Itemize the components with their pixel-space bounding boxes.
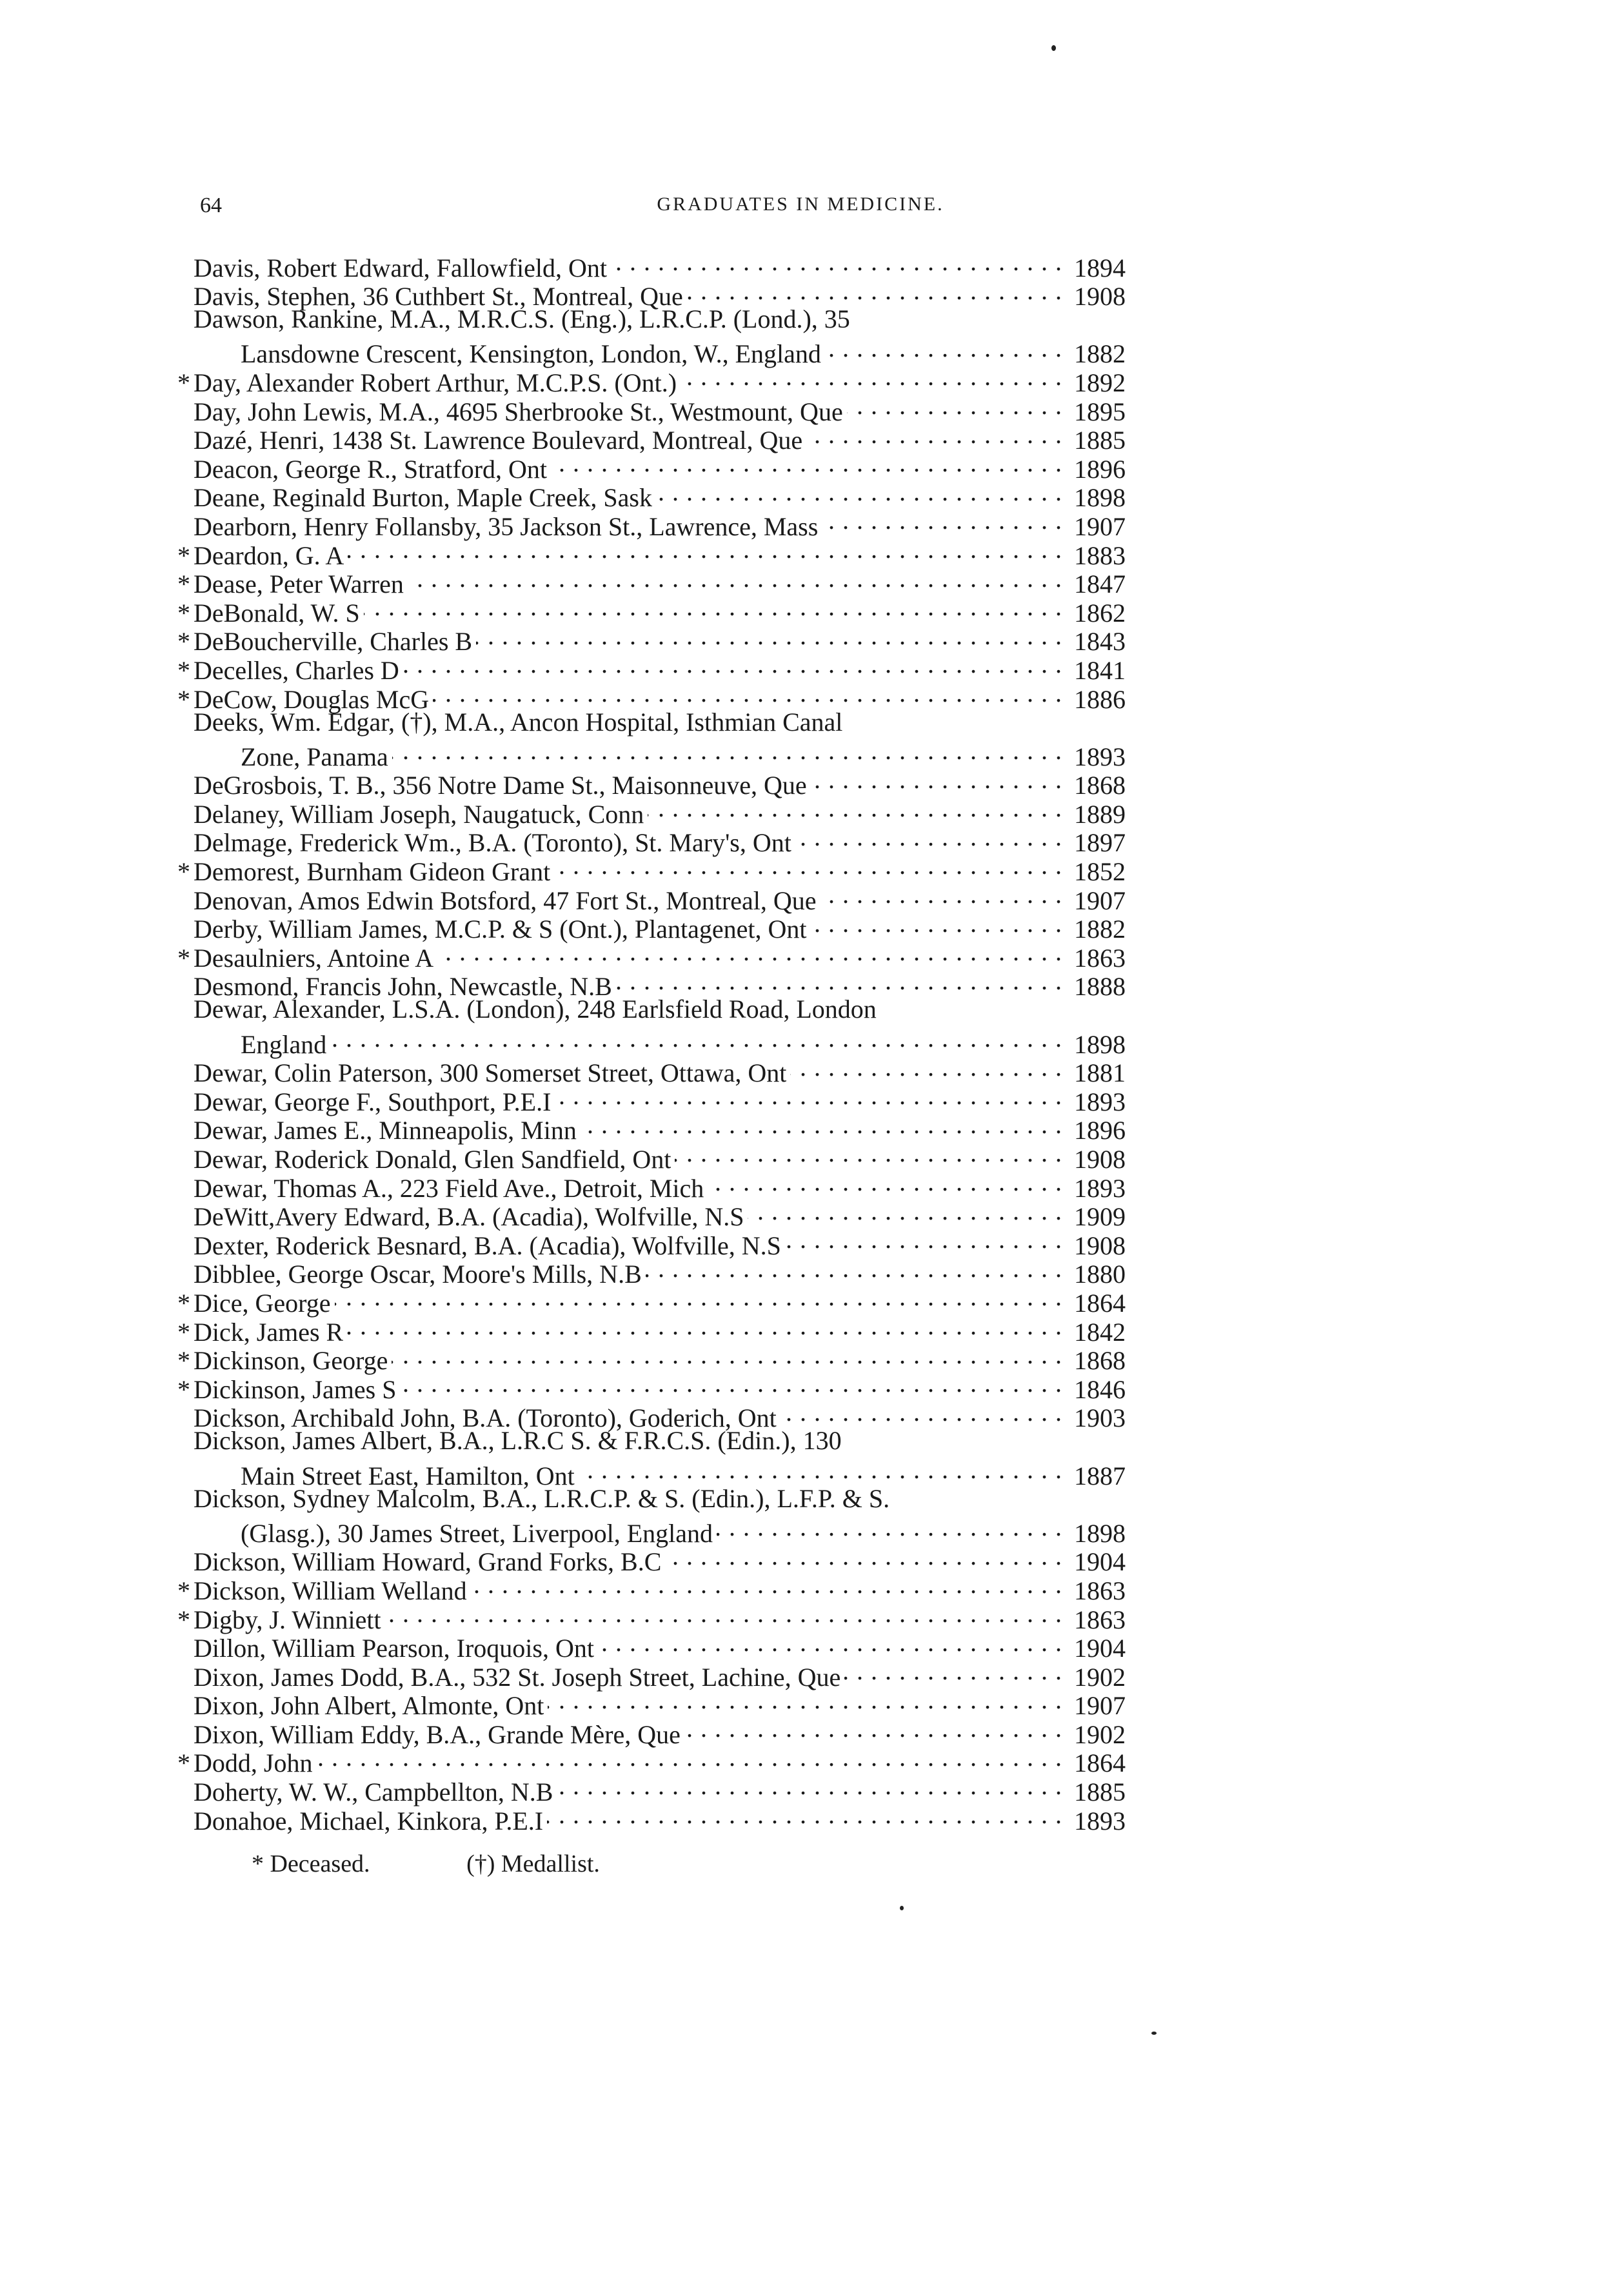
entry-line	[194, 334, 1126, 369]
entry-text: Davis, Robert Edward, Fallowfield, Ont	[194, 253, 607, 282]
dot-leader	[392, 1341, 1062, 1370]
entry-text: Dickson, Sydney Malcolm, B.A., L.R.C.P. & S. (Edin.), L.F.P. & S.	[194, 1484, 890, 1513]
entry-text: Dewar, Roderick Donald, Glen Sandfield, Ont	[194, 1145, 671, 1174]
entry-text: Dickson, James Albert, B.A., L.R.C S. & F.R.C.S. (Edin.), 130	[194, 1427, 842, 1456]
graduation-year: 1887	[1074, 1461, 1126, 1490]
dot-leader	[385, 1599, 1062, 1628]
graduation-year: 1881	[1074, 1058, 1126, 1088]
entry-line	[194, 880, 1126, 915]
graduation-year: 1893	[1074, 1806, 1126, 1836]
entry-line	[177, 1599, 1126, 1634]
entry-text: England	[241, 1030, 327, 1059]
graduation-year: 1888	[1074, 972, 1126, 1002]
graduation-year: 1903	[1074, 1403, 1126, 1433]
entry-line	[177, 1743, 1126, 1778]
graduation-year: 1863	[1074, 943, 1126, 973]
deceased-mark: *	[177, 1346, 190, 1376]
entry-line	[194, 449, 1126, 484]
entry-text: DeWitt,Avery Edward, B.A. (Acadia), Wolfville, N.S	[194, 1203, 744, 1232]
entry-line	[194, 1398, 1126, 1433]
dot-leader	[811, 909, 1062, 938]
entry-text: Davis, Stephen, 36 Cuthbert St., Montreal, Que	[194, 282, 683, 312]
dot-leader	[844, 1657, 1062, 1686]
entry-text: Digby, J. Winniett	[194, 1605, 381, 1634]
dot-leader	[687, 277, 1062, 306]
dot-leader	[708, 1168, 1062, 1197]
entry-text: Dick, James R	[194, 1318, 344, 1347]
graduation-year: 1847	[1074, 569, 1126, 599]
entry-text: Dickson, Archibald John, B.A. (Toronto), Goderich, Ont	[194, 1404, 777, 1433]
entry-line	[194, 391, 1126, 426]
entry-line	[194, 1254, 1126, 1289]
entry-text: Desaulniers, Antoine A	[194, 944, 434, 973]
entry-text: Delaney, William Joseph, Naugatuck, Conn	[194, 800, 644, 829]
dot-leader	[400, 1369, 1062, 1398]
graduation-year: 1902	[1074, 1662, 1126, 1692]
scan-speck	[900, 1906, 904, 1910]
entry-line	[177, 535, 1126, 570]
entry-line	[194, 737, 1126, 771]
graduation-year: 1882	[1074, 339, 1126, 369]
dot-leader	[748, 1197, 1062, 1226]
entry-line	[194, 478, 1126, 513]
entry-text: Day, John Lewis, M.A., 4695 Sherbrooke St., Westmount, Que	[194, 397, 843, 426]
graduation-year: 1883	[1074, 540, 1126, 570]
dot-leader	[717, 1513, 1062, 1542]
graduation-year: 1863	[1074, 1605, 1126, 1634]
graduation-year: 1896	[1074, 454, 1126, 484]
entry-line	[194, 708, 1126, 737]
dot-leader	[316, 1743, 1062, 1772]
entry-line	[194, 1456, 1126, 1490]
entry-text: Dickinson, George	[194, 1347, 388, 1376]
graduation-year: 1862	[1074, 598, 1126, 628]
deceased-mark: *	[177, 1605, 190, 1634]
graduation-year: 1907	[1074, 1691, 1126, 1721]
dot-leader	[785, 1225, 1062, 1254]
entry-line	[194, 1024, 1126, 1059]
entry-line	[177, 650, 1126, 685]
entry-line	[194, 1111, 1126, 1145]
entry-text: Zone, Panama	[241, 742, 388, 771]
graduation-year: 1864	[1074, 1288, 1126, 1318]
graduation-year: 1880	[1074, 1260, 1126, 1289]
entry-text: Dixon, William Eddy, B.A., Grande Mère, Que	[194, 1720, 681, 1749]
entry-line	[194, 1542, 1126, 1577]
entry-text: Dixon, John Albert, Almonte, Ont	[194, 1692, 544, 1721]
page-number: 64	[200, 193, 222, 217]
graduation-year: 1893	[1074, 1173, 1126, 1203]
entry-line	[194, 1772, 1126, 1807]
entry-text: Deane, Reginald Burton, Maple Creek, Sask	[194, 484, 652, 513]
graduation-year: 1902	[1074, 1719, 1126, 1749]
graduation-year: 1852	[1074, 857, 1126, 887]
dot-leader	[408, 564, 1062, 593]
entry-line	[177, 1570, 1126, 1605]
graduation-year: 1907	[1074, 886, 1126, 915]
entry-text: Day, Alexander Robert Arthur, M.C.P.S. (Ont.)	[194, 368, 677, 397]
dot-leader	[611, 248, 1062, 277]
entry-line	[194, 1714, 1126, 1749]
deceased-mark: *	[177, 943, 190, 973]
dot-leader	[437, 938, 1062, 967]
graduation-year: 1892	[1074, 368, 1126, 397]
entry-line	[194, 1513, 1126, 1548]
dot-leader	[555, 1082, 1062, 1111]
graduation-year: 1904	[1074, 1547, 1126, 1577]
deceased-mark: *	[177, 569, 190, 599]
graduate-list	[177, 248, 1126, 1836]
dot-leader	[822, 506, 1062, 535]
graduation-year: 1898	[1074, 1518, 1126, 1548]
scan-speck	[1051, 45, 1056, 51]
graduation-year: 1882	[1074, 915, 1126, 944]
dot-leader	[433, 679, 1062, 708]
dot-leader	[551, 449, 1062, 478]
footnote-deceased: * Deceased.	[252, 1850, 370, 1877]
graduation-year: 1841	[1074, 655, 1126, 685]
entry-text: Dewar, Alexander, L.S.A. (London), 248 Earlsfield Road, London	[194, 995, 877, 1024]
entry-line	[194, 995, 1126, 1024]
dot-leader	[675, 1139, 1062, 1168]
dot-leader	[403, 650, 1062, 679]
dot-leader	[347, 1312, 1062, 1341]
dot-leader	[665, 1542, 1062, 1571]
deceased-mark: *	[177, 1576, 190, 1605]
deceased-mark: *	[177, 1317, 190, 1347]
entry-text: Dearborn, Henry Follansby, 35 Jackson St., Lawrence, Mass	[194, 512, 819, 541]
dot-leader	[471, 1570, 1062, 1599]
entry-line	[177, 851, 1126, 887]
entry-line	[194, 277, 1126, 312]
dot-leader	[646, 1254, 1062, 1283]
entry-text: Lansdowne Crescent, Kensington, London, W., England	[241, 340, 821, 369]
entry-text: Dawson, Rankine, M.A., M.R.C.S. (Eng.), L.R.C.P. (Lond.), 35	[194, 305, 850, 334]
entry-text: Dewar, James E., Minneapolis, Minn	[194, 1116, 577, 1145]
dot-leader	[806, 421, 1062, 450]
entry-line	[177, 564, 1126, 599]
graduation-year: 1894	[1074, 253, 1126, 282]
entry-line	[194, 967, 1126, 1002]
graduation-year: 1843	[1074, 627, 1126, 657]
entry-line	[194, 823, 1126, 858]
graduation-year: 1868	[1074, 1346, 1126, 1376]
dot-leader	[847, 391, 1062, 421]
dot-leader	[684, 1714, 1062, 1743]
deceased-mark: *	[177, 627, 190, 657]
entry-text: Dibblee, George Oscar, Moore's Mills, N.B	[194, 1260, 642, 1289]
dot-leader	[656, 478, 1062, 507]
entry-text: Dewar, Colin Paterson, 300 Somerset Street, Ottawa, Ont	[194, 1059, 787, 1088]
graduation-year: 1908	[1074, 1231, 1126, 1260]
entry-text: Dixon, James Dodd, B.A., 532 St. Joseph Street, Lachine, Que	[194, 1663, 841, 1692]
dot-leader	[579, 1456, 1062, 1485]
running-head: GRADUATES IN MEDICINE.	[657, 193, 944, 215]
dot-leader	[781, 1398, 1062, 1427]
deceased-mark: *	[177, 1288, 190, 1318]
dot-leader	[581, 1111, 1062, 1140]
entry-line	[194, 1053, 1126, 1088]
entry-text: Dazé, Henri, 1438 St. Lawrence Boulevard, Montreal, Que	[194, 426, 803, 455]
dot-leader	[364, 593, 1062, 622]
entry-text: Dillon, William Pearson, Iroquois, Ont	[194, 1634, 594, 1663]
graduation-year: 1908	[1074, 282, 1126, 312]
entry-text: DeGrosbois, T. B., 356 Notre Dame St., Maisonneuve, Que	[194, 771, 807, 800]
entry-line	[177, 1341, 1126, 1376]
deceased-mark: *	[177, 540, 190, 570]
dot-leader	[790, 1053, 1062, 1082]
dot-leader	[681, 362, 1062, 391]
graduation-year: 1904	[1074, 1634, 1126, 1663]
graduation-year: 1846	[1074, 1374, 1126, 1404]
entry-text: Dewar, Thomas A., 223 Field Ave., Detroit, Mich	[194, 1174, 704, 1203]
graduation-year: 1909	[1074, 1202, 1126, 1232]
graduation-year: 1896	[1074, 1116, 1126, 1145]
entry-line	[177, 362, 1126, 397]
entry-line	[194, 506, 1126, 541]
entry-line	[177, 679, 1126, 714]
entry-line	[194, 1657, 1126, 1692]
entry-line	[194, 1082, 1126, 1116]
dot-leader	[330, 1024, 1062, 1053]
dot-leader	[335, 1283, 1063, 1312]
entry-text: Delmage, Frederick Wm., B.A. (Toronto), St. Mary's, Ont	[194, 829, 791, 858]
graduation-year: 1907	[1074, 511, 1126, 541]
deceased-mark: *	[177, 1748, 190, 1778]
dot-leader	[348, 535, 1062, 564]
entry-line	[194, 1485, 1126, 1514]
entry-text: Decelles, Charles D	[194, 656, 399, 685]
graduation-year: 1893	[1074, 1087, 1126, 1116]
entry-line	[194, 1628, 1126, 1663]
entry-line	[194, 909, 1126, 944]
entry-line	[177, 622, 1126, 657]
graduation-year: 1889	[1074, 799, 1126, 829]
graduation-year: 1898	[1074, 1029, 1126, 1059]
entry-text: Dickson, William Welland	[194, 1576, 467, 1605]
graduation-year: 1908	[1074, 1145, 1126, 1174]
entry-text: Dexter, Roderick Besnard, B.A. (Acadia), Wolfville, N.S	[194, 1231, 781, 1260]
deceased-mark: *	[177, 1374, 190, 1404]
entry-text: Dickson, William Howard, Grand Forks, B.C	[194, 1548, 662, 1577]
entry-text: Deardon, G. A	[194, 541, 344, 570]
dot-leader	[557, 1772, 1062, 1801]
footnote-legend	[252, 1850, 600, 1878]
entry-line	[177, 938, 1126, 973]
dot-leader	[648, 794, 1062, 823]
deceased-mark: *	[177, 684, 190, 714]
graduation-year: 1864	[1074, 1748, 1126, 1778]
entry-line	[194, 1139, 1126, 1174]
entry-text: Derby, William James, M.C.P. & S (Ont.), Plantagenet, Ont	[194, 915, 807, 944]
entry-line	[194, 1168, 1126, 1203]
entry-text: Deeks, Wm. Edgar, (†), M.A., Ancon Hospital, Isthmian Canal	[194, 708, 843, 737]
entry-line	[194, 1686, 1126, 1721]
entry-line	[177, 593, 1126, 628]
dot-leader	[554, 851, 1062, 880]
dot-leader	[476, 622, 1062, 651]
entry-text: Deacon, George R., Stratford, Ont	[194, 455, 548, 484]
entry-text: DeBoucherville, Charles B	[194, 628, 473, 657]
dot-leader	[548, 1686, 1062, 1715]
entry-line	[194, 1197, 1126, 1232]
graduation-year: 1885	[1074, 1777, 1126, 1807]
graduation-year: 1898	[1074, 483, 1126, 513]
dot-leader	[598, 1628, 1062, 1658]
entry-line	[177, 1283, 1126, 1318]
entry-text: (Glasg.), 30 James Street, Liverpool, England	[241, 1519, 713, 1548]
graduation-year: 1886	[1074, 684, 1126, 714]
entry-text: DeBonald, W. S	[194, 599, 360, 628]
entry-line	[177, 1369, 1126, 1404]
entry-text: Dice, George	[194, 1289, 331, 1318]
scan-speck	[1151, 2032, 1157, 2035]
entry-line	[194, 1801, 1126, 1836]
graduation-year: 1895	[1074, 397, 1126, 426]
dot-leader	[547, 1801, 1062, 1830]
dot-leader	[820, 880, 1063, 909]
deceased-mark: *	[177, 598, 190, 628]
entry-line	[194, 305, 1126, 334]
dot-leader	[616, 967, 1062, 996]
deceased-mark: *	[177, 368, 190, 397]
graduation-year: 1897	[1074, 828, 1126, 858]
dot-leader	[811, 766, 1062, 795]
entry-line	[194, 794, 1126, 829]
entry-line	[194, 248, 1126, 282]
entry-text: Doherty, W. W., Campbellton, N.B	[194, 1778, 553, 1807]
deceased-mark: *	[177, 655, 190, 685]
dot-leader	[795, 823, 1062, 852]
graduation-year: 1842	[1074, 1317, 1126, 1347]
entry-line	[194, 1427, 1126, 1456]
entry-text: Desmond, Francis John, Newcastle, N.B	[194, 973, 612, 1002]
entry-text: DeCow, Douglas McG	[194, 685, 430, 714]
dot-leader	[392, 737, 1062, 766]
deceased-mark: *	[177, 857, 190, 887]
entry-text: Donahoe, Michael, Kinkora, P.E.I	[194, 1806, 544, 1836]
graduation-year: 1893	[1074, 742, 1126, 771]
entry-line	[177, 1312, 1126, 1347]
entry-text: Main Street East, Hamilton, Ont	[241, 1461, 575, 1490]
entry-line	[194, 766, 1126, 800]
entry-text: Dease, Peter Warren	[194, 570, 404, 599]
entry-text: Demorest, Burnham Gideon Grant	[194, 858, 551, 887]
dot-leader	[825, 334, 1062, 363]
entry-line	[194, 421, 1126, 455]
footnote-medallist: (†) Medallist.	[466, 1850, 600, 1877]
entry-line	[194, 1225, 1126, 1260]
graduation-year: 1885	[1074, 426, 1126, 455]
entry-text: Denovan, Amos Edwin Botsford, 47 Fort St., Montreal, Que	[194, 886, 817, 915]
graduation-year: 1863	[1074, 1576, 1126, 1605]
entry-text: Dewar, George F., Southport, P.E.I	[194, 1087, 552, 1116]
entry-text: Dodd, John	[194, 1749, 313, 1778]
entry-text: Dickinson, James S	[194, 1375, 397, 1404]
graduation-year: 1868	[1074, 771, 1126, 800]
